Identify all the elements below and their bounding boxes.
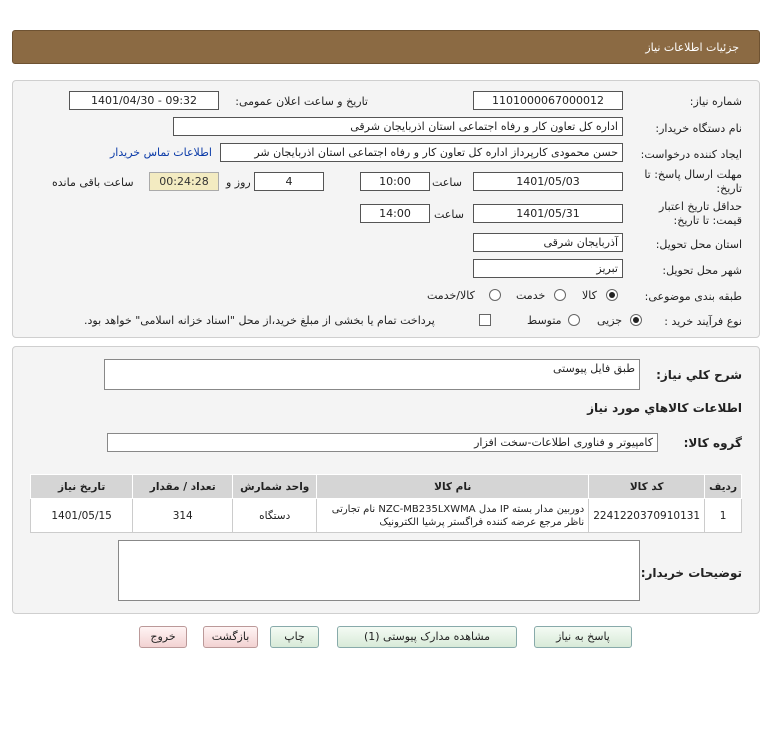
group-label: گروه كالا: — [683, 436, 742, 450]
col-code: کد کالا — [589, 475, 705, 499]
requester-label: ایجاد کننده درخواست: — [640, 148, 742, 161]
cell-date: 1401/05/15 — [31, 499, 133, 533]
col-qty: تعداد / مقدار — [133, 475, 233, 499]
need-number-label: شماره نیاز: — [689, 95, 742, 108]
days-field: 4 — [254, 172, 324, 191]
back-button[interactable]: بازگشت — [203, 626, 258, 648]
deadline-label-2: تاریخ: — [716, 182, 742, 195]
category-radio-goods[interactable] — [606, 289, 618, 301]
col-unit: واحد شمارش — [233, 475, 317, 499]
category-option-goods: کالا — [582, 289, 597, 302]
days-label: روز و — [226, 176, 251, 189]
items-table — [30, 474, 742, 533]
col-date: تاریخ نیاز — [31, 475, 133, 499]
category-radio-service[interactable] — [554, 289, 566, 301]
validity-label: حداقل تاریخ اعتبار — [658, 200, 742, 213]
buyer-org-label: نام دستگاه خریدار: — [655, 122, 742, 135]
cell-unit: دستگاه — [233, 499, 317, 533]
cell-qty: 314 — [133, 499, 233, 533]
contact-buyer-link[interactable]: اطلاعات تماس خریدار — [110, 146, 212, 159]
announce-field: 1401/04/30 - 09:32 — [69, 91, 219, 110]
process-radio-minor[interactable] — [630, 314, 642, 326]
buyer-notes-field — [118, 540, 640, 601]
cell-code: 2241220370910131 — [589, 499, 705, 533]
items-table-header — [31, 475, 742, 499]
need-number-field: 1101000067000012 — [473, 91, 623, 110]
process-option-minor: جزیی — [597, 314, 623, 327]
treasury-checkbox[interactable] — [479, 314, 491, 326]
requester-field: حسن محمودی کارپرداز اداره کل تعاون کار و رفاه اجتماعی استان اذربایجان شر — [220, 143, 623, 162]
items-info-heading: اطلاعات كالاهاي مورد نياز — [587, 401, 742, 415]
deadline-label: مهلت ارسال پاسخ: تا — [644, 168, 742, 181]
col-row: ردیف — [705, 475, 742, 499]
summary-field: طبق فایل پیوستی — [104, 359, 640, 390]
city-field: تبریز — [473, 259, 623, 278]
cell-row: 1 — [705, 499, 742, 533]
process-label: نوع فرآیند خرید : — [664, 315, 742, 328]
process-radio-medium[interactable] — [568, 314, 580, 326]
summary-label: شرح كلي نياز: — [656, 368, 742, 382]
validity-time-label: ساعت — [434, 208, 464, 221]
process-option-medium: متوسط — [527, 314, 562, 327]
page-header — [12, 30, 760, 64]
province-field: آذربایجان شرقی — [473, 233, 623, 252]
cell-name: دوربین مدار بسته IP مدل NZC-MB235LXWMA نام تجارتی ناظر مرجع عرضه کننده فراگستر پرشیا الکترونیک — [317, 499, 589, 533]
col-name: نام کالا — [317, 475, 589, 499]
reply-button[interactable]: پاسخ به نیاز — [534, 626, 632, 648]
page-title: جزئیات اطلاعات نیاز — [645, 41, 739, 54]
print-button[interactable]: چاپ — [270, 626, 319, 648]
exit-button[interactable]: خروج — [139, 626, 187, 648]
category-label: طبقه بندی موضوعی: — [644, 290, 742, 303]
validity-label-2: قیمت: تا تاریخ: — [673, 214, 742, 227]
buyer-notes-label: توضیحات خریدار: — [640, 566, 742, 580]
payment-note: پرداخت تمام یا بخشی از مبلغ خرید،از محل "اسناد خزانه اسلامی" خواهد بود. — [84, 314, 435, 327]
table-row — [31, 499, 742, 533]
announce-label: تاریخ و ساعت اعلان عمومی: — [235, 95, 368, 108]
validity-date-field: 1401/05/31 — [473, 204, 623, 223]
category-radio-goods-service[interactable] — [489, 289, 501, 301]
deadline-time-field: 10:00 — [360, 172, 430, 191]
city-label: شهر محل تحویل: — [662, 264, 742, 277]
remaining-label: ساعت باقی مانده — [52, 176, 134, 189]
deadline-date-field: 1401/05/03 — [473, 172, 623, 191]
province-label: استان محل تحویل: — [655, 238, 742, 251]
buyer-org-field: اداره کل تعاون کار و رفاه اجتماعی استان اذربایجان شرقی — [173, 117, 623, 136]
category-option-goods-service: کالا/خدمت — [427, 289, 475, 302]
remaining-timer: 00:24:28 — [149, 172, 219, 191]
category-option-service: خدمت — [516, 289, 546, 302]
group-field: کامپیوتر و فناوری اطلاعات-سخت افزار — [107, 433, 658, 452]
view-attachments-button[interactable]: مشاهده مدارک پیوستی (1) — [337, 626, 517, 648]
deadline-time-label: ساعت — [432, 176, 462, 189]
validity-time-field: 14:00 — [360, 204, 430, 223]
